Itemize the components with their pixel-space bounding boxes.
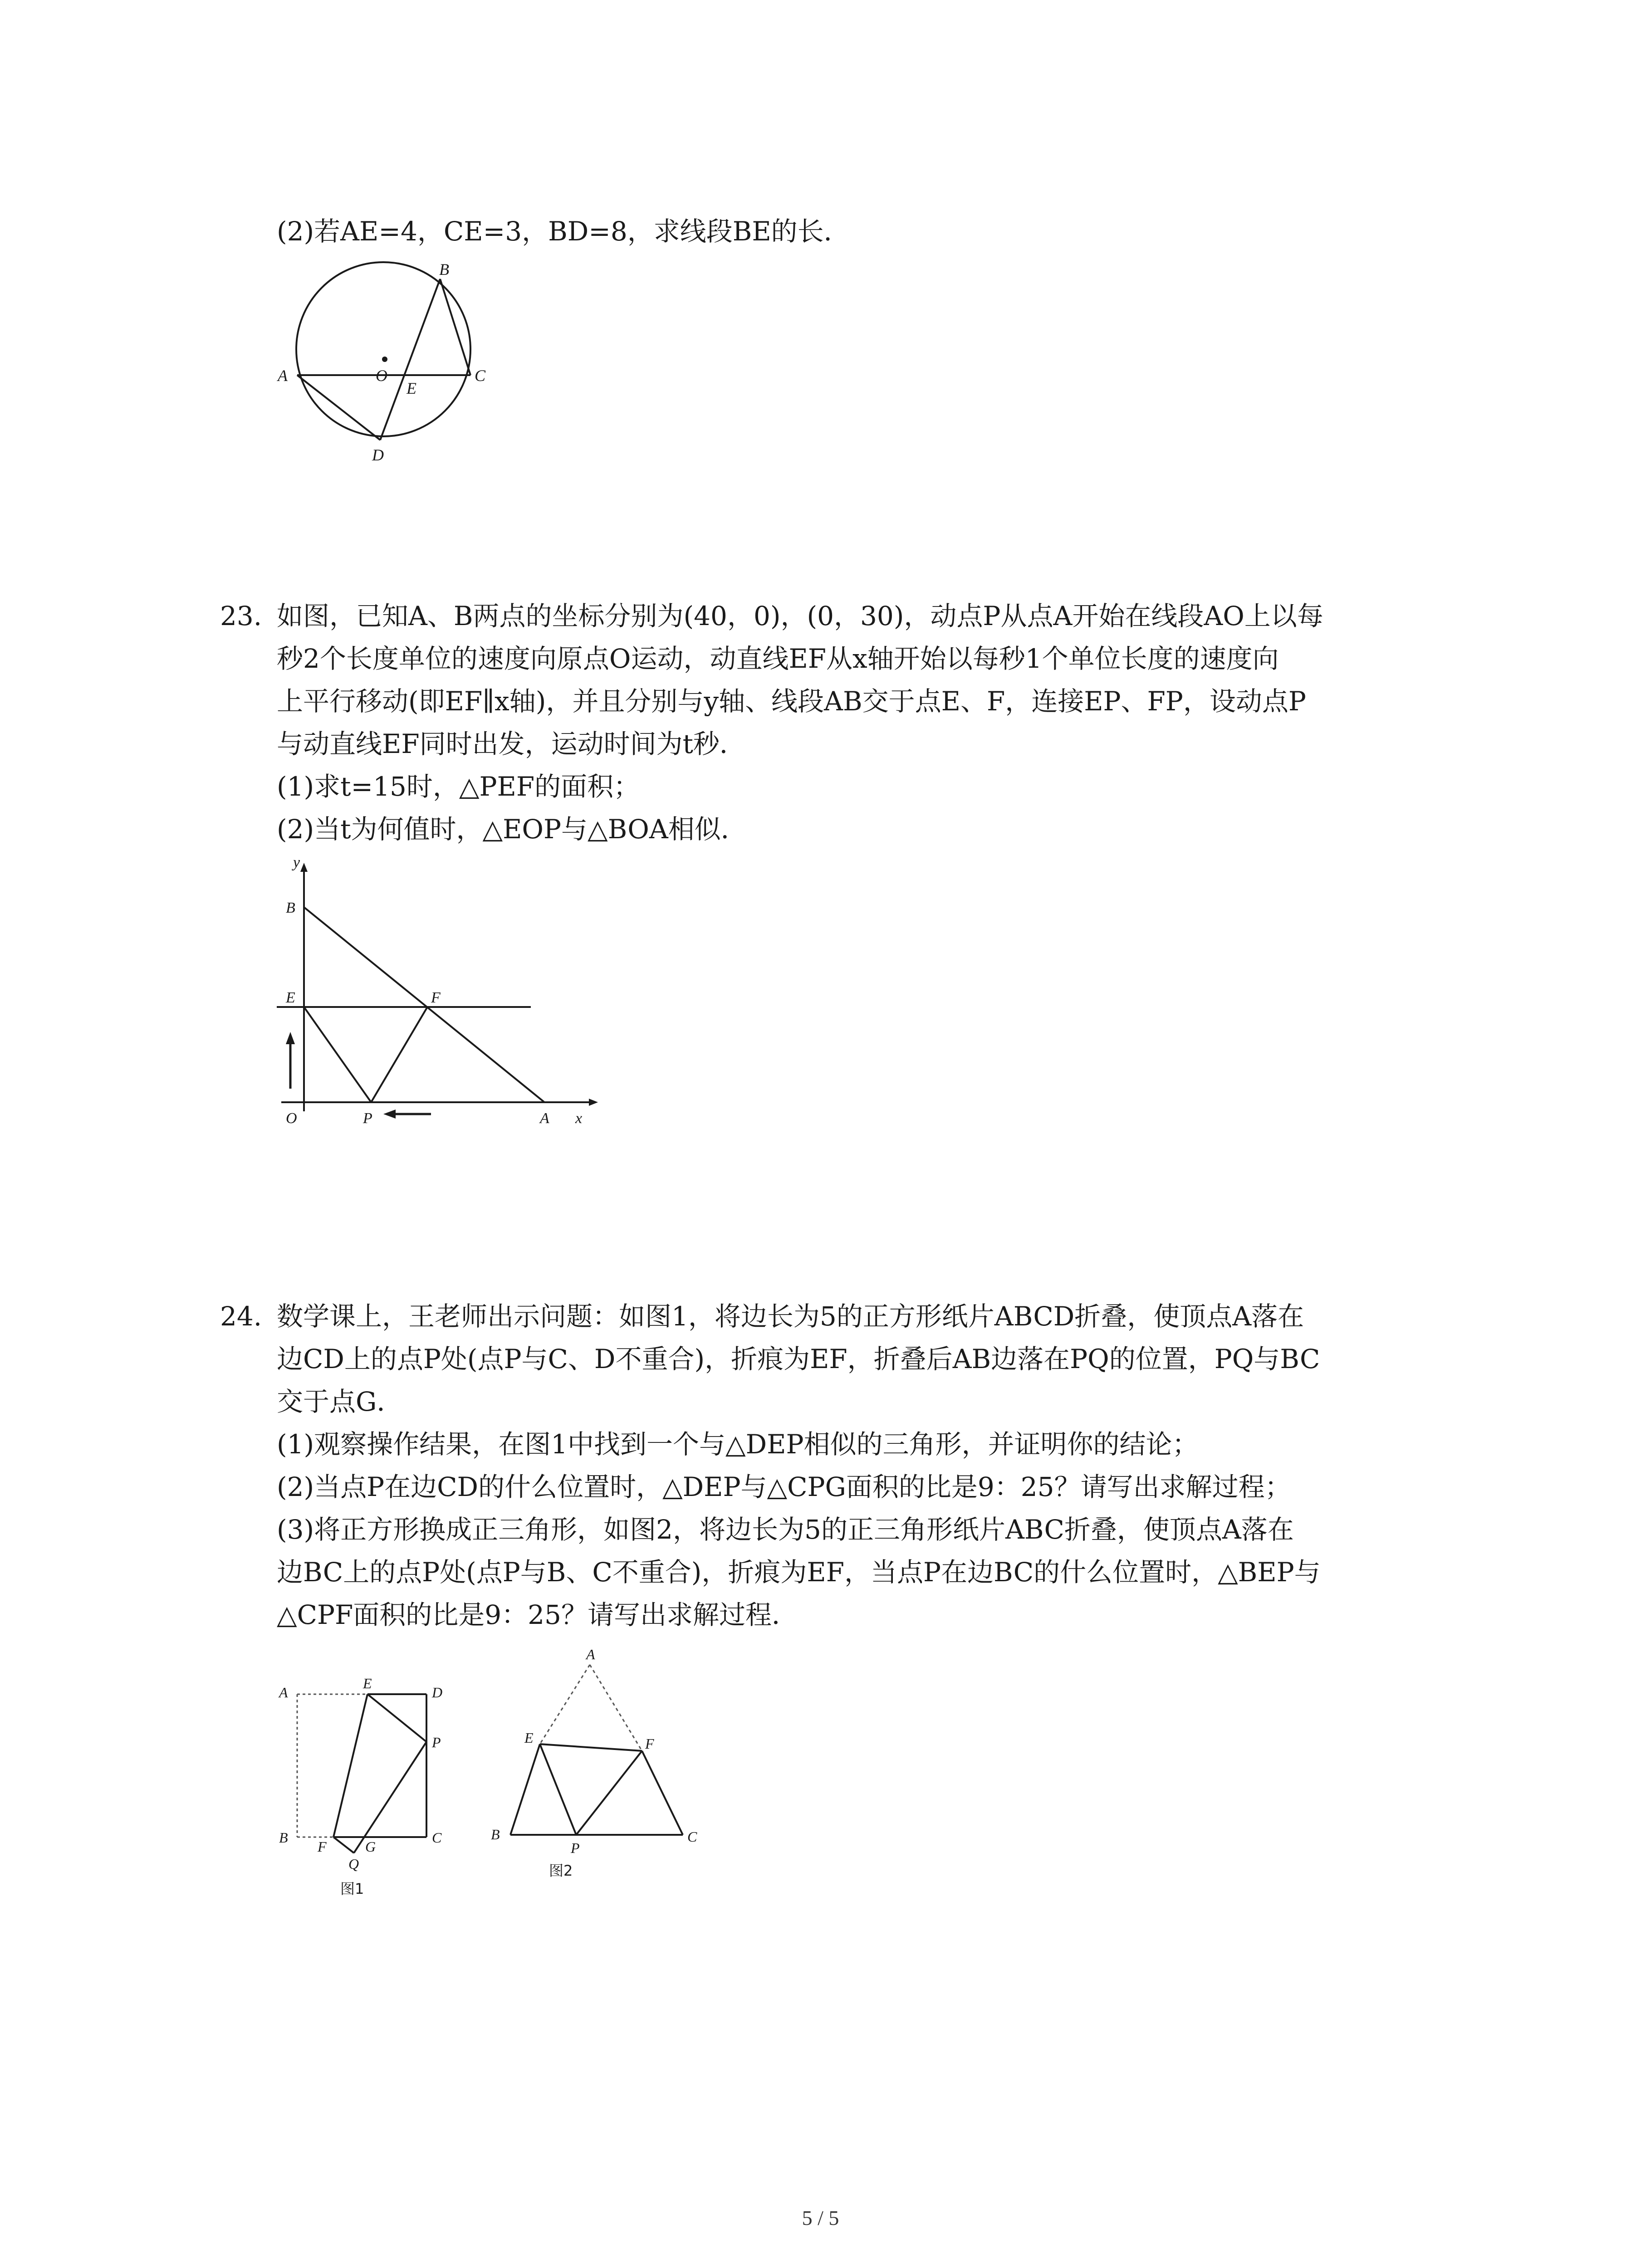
chord-bd [380, 279, 440, 440]
label-f: F [318, 1838, 327, 1855]
label-a: A [278, 367, 288, 385]
label-f: F [431, 989, 441, 1006]
q24-figure-1 [272, 1669, 463, 1896]
y-axis-arrow [300, 863, 308, 872]
label-d: D [372, 446, 384, 464]
label-b: B [491, 1826, 500, 1843]
label-f: F [645, 1735, 654, 1752]
dotted-af [590, 1665, 642, 1751]
figure-2-caption: 图2 [549, 1862, 573, 1879]
q23-line-4: 与动直线EF同时出发，运动时间为t秒． [277, 728, 746, 759]
circle-o [296, 262, 470, 436]
label-y: y [293, 854, 300, 871]
edge-be [510, 1744, 540, 1835]
label-b: B [286, 899, 295, 916]
q24-part1: (1)观察操作结果，在图1中找到一个与△DEP相似的三角形，并证明你的结论； [277, 1429, 1199, 1460]
q24-line-2: 边CD上的点P处(点P与C、D不重合)，折痕为EF，折叠后AB边落在PQ的位置，PQ与BC [277, 1344, 1320, 1374]
segment-ab [304, 907, 544, 1102]
q24-part3-line-2: 边BC上的点P处(点P与B、C不重合)，折痕为EF，当点P在边BC的什么位置时，△BEP与 [277, 1557, 1321, 1588]
q23-line-2: 秒2个长度单位的速度向原点O运动，动直线EF从x轴开始以每秒1个单位长度的速度向 [277, 643, 1279, 674]
q23-coordinate-figure [272, 854, 599, 1139]
q22-part2: (2)若AE=4，CE=3，BD=8，求线段BE的长． [277, 216, 850, 247]
label-b: B [279, 1829, 288, 1846]
q24-part3-line-3: △CPF面积的比是9：25？请写出求解过程． [277, 1599, 798, 1630]
segment-ep [367, 1694, 426, 1742]
q24-number: 24. [220, 1301, 262, 1332]
fold-ef [540, 1744, 642, 1751]
label-o: O [286, 1110, 297, 1127]
segment-ep [540, 1744, 576, 1835]
fold-ef [333, 1694, 367, 1837]
left-arrow-head [383, 1110, 396, 1119]
q23-part2: (2)当t为何值时，△EOP与△BOA相似． [277, 814, 747, 845]
label-o: O [376, 367, 387, 385]
label-c: C [475, 367, 486, 385]
up-arrow-head [286, 1032, 295, 1044]
label-c: C [432, 1829, 442, 1846]
q23-part1: (1)求t=15时，△PEF的面积； [277, 771, 640, 802]
segment-fp [576, 1751, 642, 1835]
q24-line-1: 数学课上，王老师出示问题：如图1，将边长为5的正方形纸片ABCD折叠，使顶点A落在 [277, 1301, 1304, 1332]
label-p: P [363, 1110, 372, 1127]
figure-1-caption: 图1 [340, 1880, 364, 1897]
label-x: x [575, 1110, 583, 1127]
dotted-ae [540, 1665, 590, 1744]
label-e: E [524, 1730, 534, 1746]
q23-line-3: 上平行移动(即EF∥x轴)，并且分别与y轴、线段AB交于点E、F，连接EP、FP，设动点P [277, 686, 1306, 717]
center-point [382, 357, 387, 362]
label-a: A [540, 1110, 549, 1127]
segment-ad [297, 375, 380, 440]
q24-part3-line-1: (3)将正方形换成正三角形，如图2，将边长为5的正三角形纸片ABC折叠，使顶点A落在 [277, 1514, 1294, 1545]
label-d: D [432, 1684, 443, 1701]
label-a: A [586, 1646, 595, 1662]
edge-fc [642, 1751, 683, 1835]
label-a: A [279, 1684, 288, 1701]
q23-number: 23. [220, 601, 262, 631]
label-c: C [687, 1828, 697, 1845]
q24-line-3: 交于点G． [277, 1386, 403, 1417]
q24-figure-2 [481, 1647, 717, 1882]
page-number: 5 / 5 [802, 2206, 839, 2229]
label-q: Q [348, 1856, 359, 1872]
segment-bc [440, 279, 470, 375]
q22-circle-figure [272, 259, 499, 463]
label-p: P [571, 1840, 580, 1856]
label-g: G [365, 1838, 376, 1855]
segment-fq [333, 1837, 354, 1853]
label-b: B [439, 260, 449, 279]
label-p: P [432, 1734, 441, 1750]
segment-ep [304, 1007, 371, 1102]
label-e: E [363, 1675, 372, 1691]
label-e: E [286, 989, 295, 1006]
q23-line-1: 如图，已知A、B两点的坐标分别为(40，0)，(0，30)，动点P从点A开始在线段AO上以每 [277, 601, 1323, 631]
label-e: E [407, 379, 416, 397]
x-axis-arrow [589, 1099, 598, 1106]
segment-fp [371, 1007, 427, 1102]
q24-part2: (2)当点P在边CD的什么位置时，△DEP与△CPG面积的比是9：25？请写出求解过程； [277, 1471, 1291, 1502]
